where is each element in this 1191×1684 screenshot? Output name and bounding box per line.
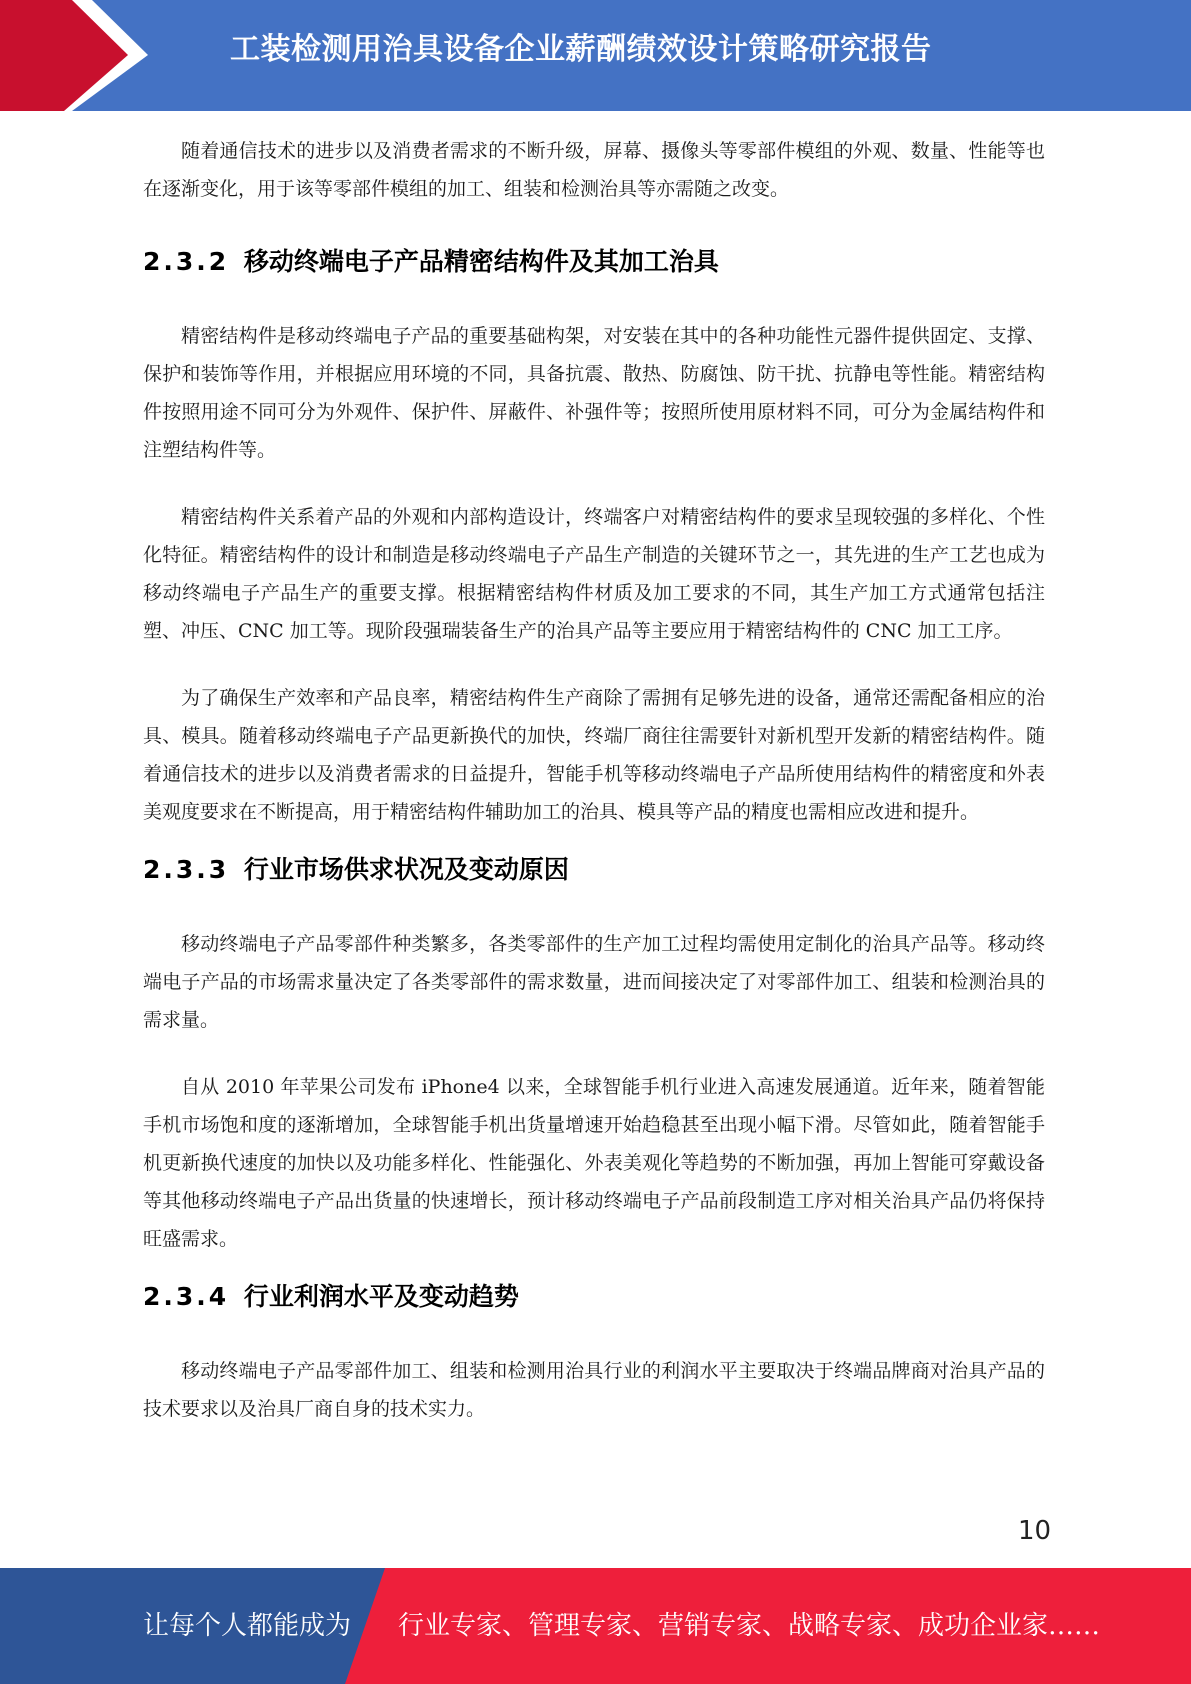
section-title: 行业利润水平及变动趋势: [243, 1282, 519, 1311]
document-body: [143, 132, 1045, 1457]
section-number: 2.3.4: [143, 1282, 230, 1311]
paragraph: 移动终端电子产品零部件种类繁多，各类零部件的生产加工过程均需使用定制化的治具产品等。移动终端电子产品的市场需求量决定了各类零部件的需求数量，进而间接决定了对零部件加工、组装和检测治具的需求量。: [143, 933, 1045, 1031]
section-title: 移动终端电子产品精密结构件及其加工治具: [243, 247, 719, 276]
page-number: 10: [1018, 1516, 1052, 1546]
section-number: 2.3.2: [143, 247, 230, 276]
section-heading-2-3-4: [143, 1272, 1045, 1322]
section-heading-2-3-3: [143, 845, 1045, 895]
footer-slogan-left: 让每个人都能成为: [143, 1611, 352, 1641]
section-heading-2-3-2: [143, 237, 1045, 287]
paragraph: 随着通信技术的进步以及消费者需求的不断升级，屏幕、摄像头等零部件模组的外观、数量、性能等也在逐渐变化，用于该等零部件模组的加工、组装和检测治具等亦需随之改变。: [143, 140, 1045, 200]
page-header: [0, 0, 1191, 111]
paragraph: 为了确保生产效率和产品良率，精密结构件生产商除了需拥有足够先进的设备，通常还需配备相应的治具、模具。随着移动终端电子产品更新换代的加快，终端厂商往往需要针对新机型开发新的精密结构件。随着通信技术的进步以及消费者需求的日益提升，智能手机等移动终端电子产品所使用结构件的精密度和外表美观度要求在不断提高，用于精密结构件辅助加工的治具、模具等产品的精度也需相应改进和提升。: [143, 687, 1045, 823]
paragraph: 精密结构件是移动终端电子产品的重要基础构架，对安装在其中的各种功能性元器件提供固定、支撑、保护和装饰等作用，并根据应用环境的不同，具备抗震、散热、防腐蚀、防干扰、抗静电等性能。精密结构件按照用途不同可分为外观件、保护件、屏蔽件、补强件等；按照所使用原材料不同，可分为金属结构件和注塑结构件等。: [143, 325, 1045, 461]
footer-slogan-right: 行业专家、管理专家、营销专家、战略专家、成功企业家……: [398, 1611, 1101, 1641]
paragraph: 精密结构件关系着产品的外观和内部构造设计，终端客户对精密结构件的要求呈现较强的多样化、个性化特征。精密结构件的设计和制造是移动终端电子产品生产制造的关键环节之一，其先进的生产工艺也成为移动终端电子产品生产的重要支撑。根据精密结构件材质及加工要求的不同，其生产加工方式通常包括注塑、冲压、CNC 加工等。现阶段强瑞装备生产的治具产品等主要应用于精密结构件的 CNC 加工工序。: [143, 506, 1045, 642]
paragraph: 移动终端电子产品零部件加工、组装和检测用治具行业的利润水平主要取决于终端品牌商对治具产品的技术要求以及治具厂商自身的技术实力。: [143, 1360, 1045, 1420]
report-title: 工装检测用治具设备企业薪酬绩效设计策略研究报告: [230, 32, 932, 67]
section-title: 行业市场供求状况及变动原因: [243, 855, 569, 884]
paragraph: 自从 2010 年苹果公司发布 iPhone4 以来，全球智能手机行业进入高速发展通道。近年来，随着智能手机市场饱和度的逐渐增加，全球智能手机出货量增速开始趋稳甚至出现小幅下滑。尽管如此，随着智能手机更新换代速度的加快以及功能多样化、性能强化、外表美观化等趋势的不断加强，再加上智能可穿戴设备等其他移动终端电子产品出货量的快速增长，预计移动终端电子产品前段制造工序对相关治具产品仍将保持旺盛需求。: [143, 1076, 1045, 1250]
section-number: 2.3.3: [143, 855, 230, 884]
page-footer: [0, 1568, 1191, 1684]
